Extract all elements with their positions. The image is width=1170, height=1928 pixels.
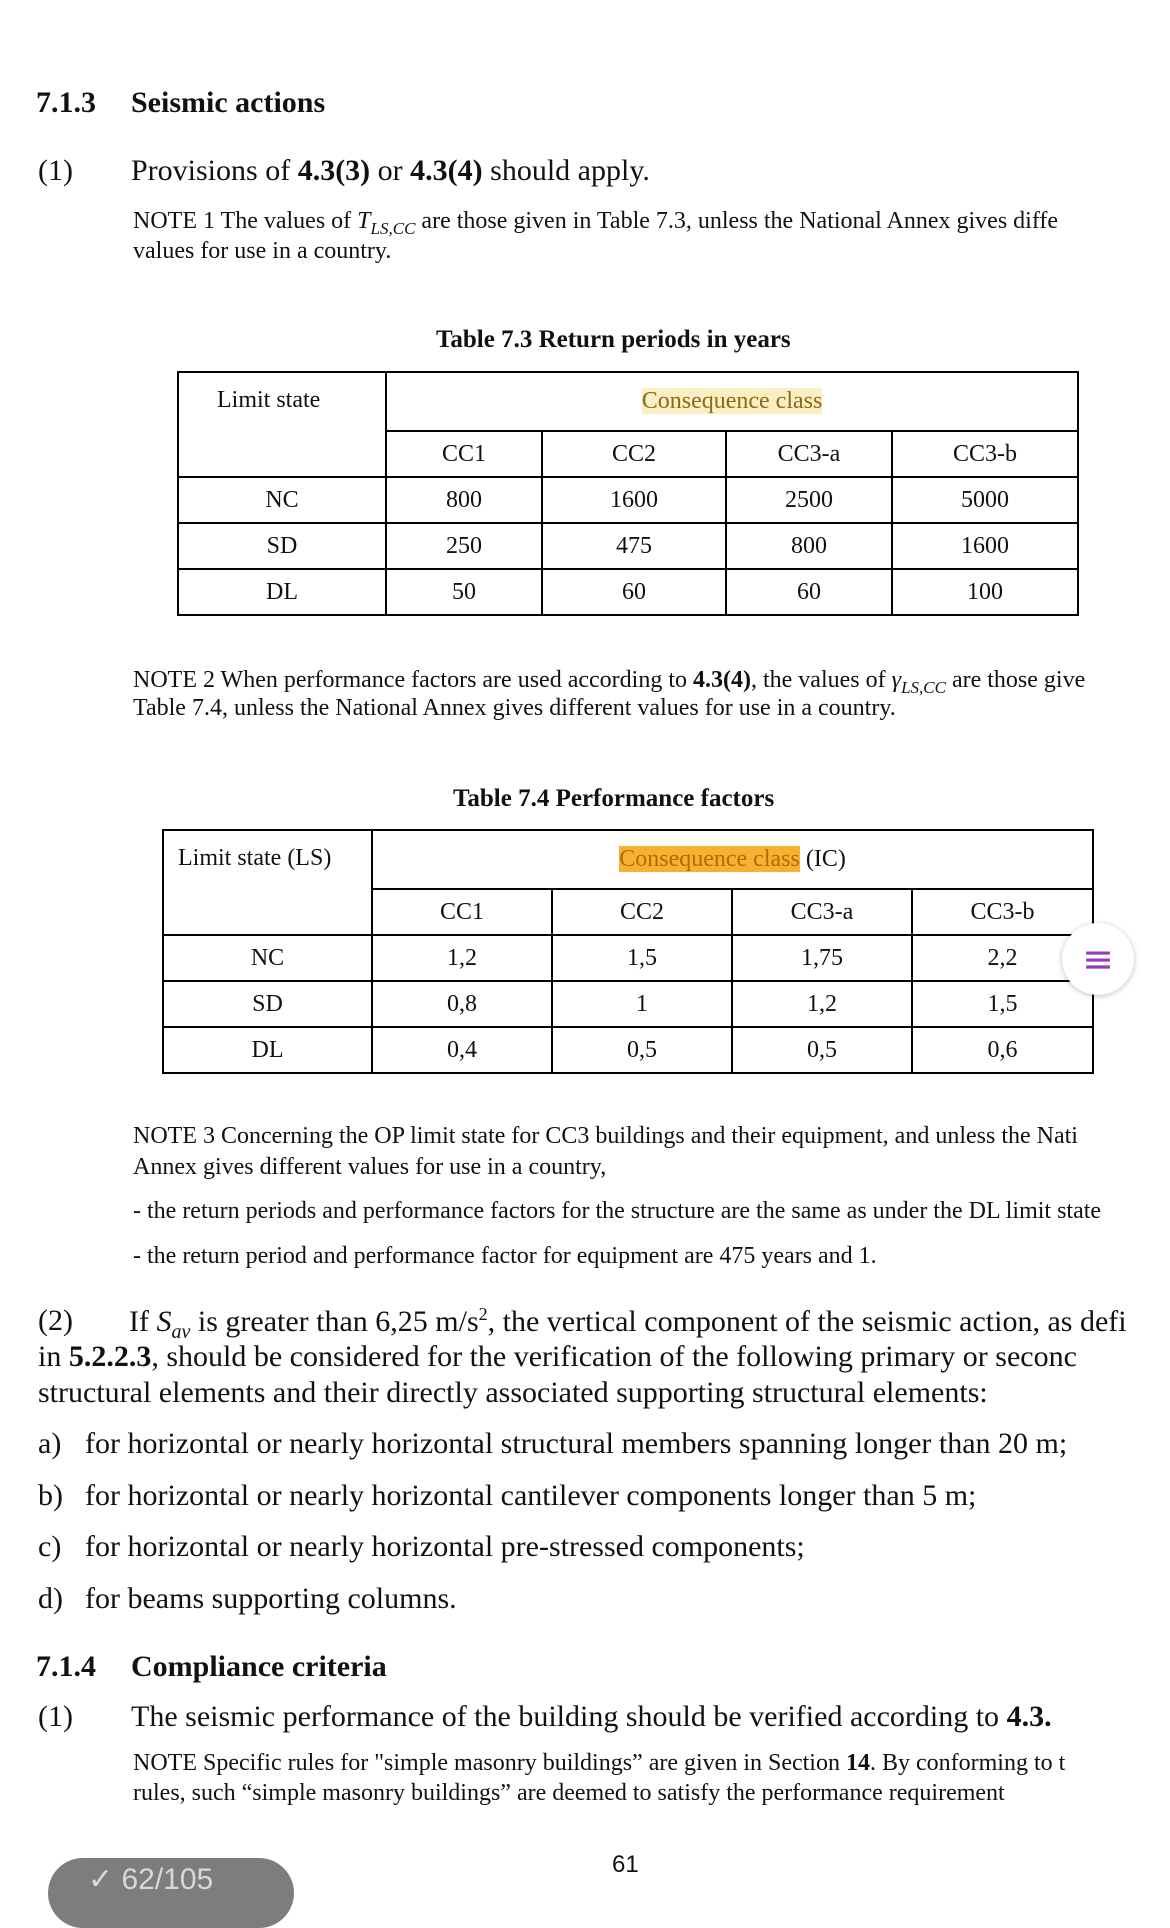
limit-state-header (178, 372, 386, 431)
note-2-line-2: Table 7.4, unless the National Annex gives different values for use in a country. (133, 695, 896, 721)
clause-text: If (129, 1305, 157, 1338)
note-3-bullet: - the return period and performance factor for equipment are 475 years and 1. (133, 1243, 877, 1269)
table-cell: 800 (386, 477, 542, 523)
clause-text: , should be considered for the verification of the following primary or seconc (151, 1340, 1077, 1373)
note-3-bullet: - the return periods and performance factors for the structure are the same as under the DL limit state (133, 1198, 1102, 1224)
clause-ref: 5.2.2.3 (68, 1340, 152, 1373)
class-header: CC3-b (892, 431, 1078, 477)
clause-ref: 4.3. (1006, 1700, 1052, 1733)
note-text: . By conforming to t (869, 1750, 1066, 1776)
table-cell: 0,5 (552, 1027, 732, 1073)
table-cell: 1600 (892, 523, 1078, 569)
limit-state-cell: DL (163, 1027, 372, 1073)
clause-2-line-2 (38, 1340, 1077, 1374)
symbol-subscript: LS,CC (901, 677, 946, 697)
clause-text: in (38, 1340, 69, 1373)
table-cell: 0,4 (372, 1027, 552, 1073)
note-line-1 (133, 1748, 1065, 1778)
table-row (178, 569, 1078, 615)
clause-text: , the vertical component of the seismic action, as defi (487, 1305, 1127, 1338)
table-cell: 1600 (542, 477, 726, 523)
table-cell: 50 (386, 569, 542, 615)
limit-state-header-text: Limit state (LS) (178, 845, 332, 871)
clause-text: is greater than 6,25 m/s (190, 1305, 479, 1338)
table-caption: Table 7.4 Performance factors (453, 785, 775, 812)
class-header: CC3-a (726, 431, 892, 477)
class-header: CC3-b (912, 889, 1093, 935)
section-number: 7.1.4 (36, 1650, 96, 1683)
performance-factors-table (162, 829, 1094, 1074)
table-cell: 5000 (892, 477, 1078, 523)
table-cell: 60 (726, 569, 892, 615)
list-item-label: c) (38, 1530, 62, 1563)
clause-number: (1) (38, 1700, 73, 1733)
list-item: for beams supporting columns. (85, 1582, 457, 1615)
note-text: NOTE Specific rules for "simple masonry buildings” are given in Section (133, 1750, 846, 1776)
clause-text-pre: Provisions of (131, 154, 298, 187)
clause-ref: 4.3(4) (410, 154, 483, 187)
list-item: for horizontal or nearly horizontal pre-stressed components; (85, 1530, 805, 1563)
limit-state-cell: DL (178, 569, 386, 615)
table-cell: 475 (542, 523, 726, 569)
limit-state-cell: SD (163, 981, 372, 1027)
table-cell: 100 (892, 569, 1078, 615)
clause-2-line-1 (129, 1304, 1127, 1344)
note-text: , the values of (750, 667, 892, 693)
consequence-class-header (386, 372, 1078, 431)
list-item-label: a) (38, 1427, 62, 1460)
list-item-label: d) (38, 1582, 63, 1615)
note-text: are those give (945, 667, 1086, 693)
menu-button[interactable] (1062, 923, 1134, 995)
limit-state-header-text: Limit state (217, 387, 321, 413)
table-cell: 1 (552, 981, 732, 1027)
note-text: NOTE 1 The values of (133, 208, 358, 234)
table-row (163, 935, 1093, 981)
clause-text-pre: The seismic performance of the building should be verified according to (131, 1700, 1007, 1733)
page-number: 61 (612, 1851, 639, 1878)
note-text: NOTE 2 When performance factors are used according to (133, 667, 693, 693)
table-cell: 0,6 (912, 1027, 1093, 1073)
table-cell: 800 (726, 523, 892, 569)
clause-text-mid: or (370, 154, 411, 187)
symbol: γ (891, 667, 902, 693)
symbol: S (156, 1305, 172, 1338)
class-header: CC1 (386, 431, 542, 477)
symbol: T (357, 208, 371, 234)
note-3-line-2: Annex gives different values for use in a country, (133, 1154, 607, 1180)
table-cell: 60 (542, 569, 726, 615)
table-row (163, 1027, 1093, 1073)
table-cell: 250 (386, 523, 542, 569)
table-cell: 2,2 (912, 935, 1093, 981)
clause-number: (1) (38, 154, 73, 187)
clause-ref: 4.3(3) (297, 154, 371, 187)
table-caption: Table 7.3 Return periods in years (436, 326, 791, 353)
highlighted-text[interactable]: Consequence class (619, 846, 800, 872)
list-item: for horizontal or nearly horizontal cantilever components longer than 5 m; (85, 1479, 977, 1512)
list-item: for horizontal or nearly horizontal structural members spanning longer than 20 m; (85, 1427, 1068, 1460)
header-spacer (178, 431, 386, 477)
return-periods-table (177, 371, 1079, 616)
note-text: are those given in Table 7.3, unless the National Annex gives diffe (415, 208, 1059, 234)
section-number: 7.1.3 (36, 86, 96, 119)
table-row (178, 523, 1078, 569)
page-indicator[interactable] (48, 1858, 294, 1928)
clause-text (131, 154, 650, 188)
table-cell: 1,75 (732, 935, 912, 981)
limit-state-cell: SD (178, 523, 386, 569)
section-title: Seismic actions (131, 86, 326, 119)
note-line-2: rules, such “simple masonry buildings” are deemed to satisfy the performance requirement (133, 1780, 1005, 1806)
table-cell: 0,8 (372, 981, 552, 1027)
class-header: CC3-a (732, 889, 912, 935)
table-row (163, 981, 1093, 1027)
table-row (178, 477, 1078, 523)
header-suffix: (IC) (799, 846, 846, 872)
page-indicator-text: ✓ 62/105 (88, 1863, 214, 1896)
clause-2-line-3: structural elements and their directly associated supporting structural elements: (38, 1376, 988, 1409)
table-cell: 1,2 (372, 935, 552, 981)
limit-state-cell: NC (163, 935, 372, 981)
class-header: CC1 (372, 889, 552, 935)
consequence-class-header (372, 830, 1093, 889)
list-item-label: b) (38, 1479, 63, 1512)
table-cell: 1,2 (732, 981, 912, 1027)
clause-ref: 14 (845, 1750, 870, 1776)
section-title: Compliance criteria (131, 1650, 387, 1683)
table-cell: 1,5 (552, 935, 732, 981)
class-header: CC2 (542, 431, 726, 477)
symbol-subscript: av (171, 1321, 191, 1343)
table-cell: 0,5 (732, 1027, 912, 1073)
class-header: CC2 (552, 889, 732, 935)
note-1-line-2: values for use in a country. (133, 238, 392, 264)
symbol-subscript: LS,CC (370, 218, 416, 238)
clause-number: (2) (38, 1304, 73, 1337)
clause-ref: 4.3(4) (692, 667, 751, 693)
header-spacer (163, 889, 372, 935)
highlighted-text[interactable]: Consequence class (641, 388, 823, 414)
limit-state-cell: NC (178, 477, 386, 523)
table-cell: 1,5 (912, 981, 1093, 1027)
table-cell: 2500 (726, 477, 892, 523)
note-3-line-1: NOTE 3 Concerning the OP limit state for CC3 buildings and their equipment, and unless the Nati (133, 1123, 1078, 1149)
limit-state-header (163, 830, 372, 889)
hamburger-menu-icon: ≡ (1082, 937, 1114, 981)
clause-text-post: should apply. (482, 154, 650, 187)
superscript: 2 (478, 1304, 488, 1324)
clause-text (131, 1700, 1052, 1734)
